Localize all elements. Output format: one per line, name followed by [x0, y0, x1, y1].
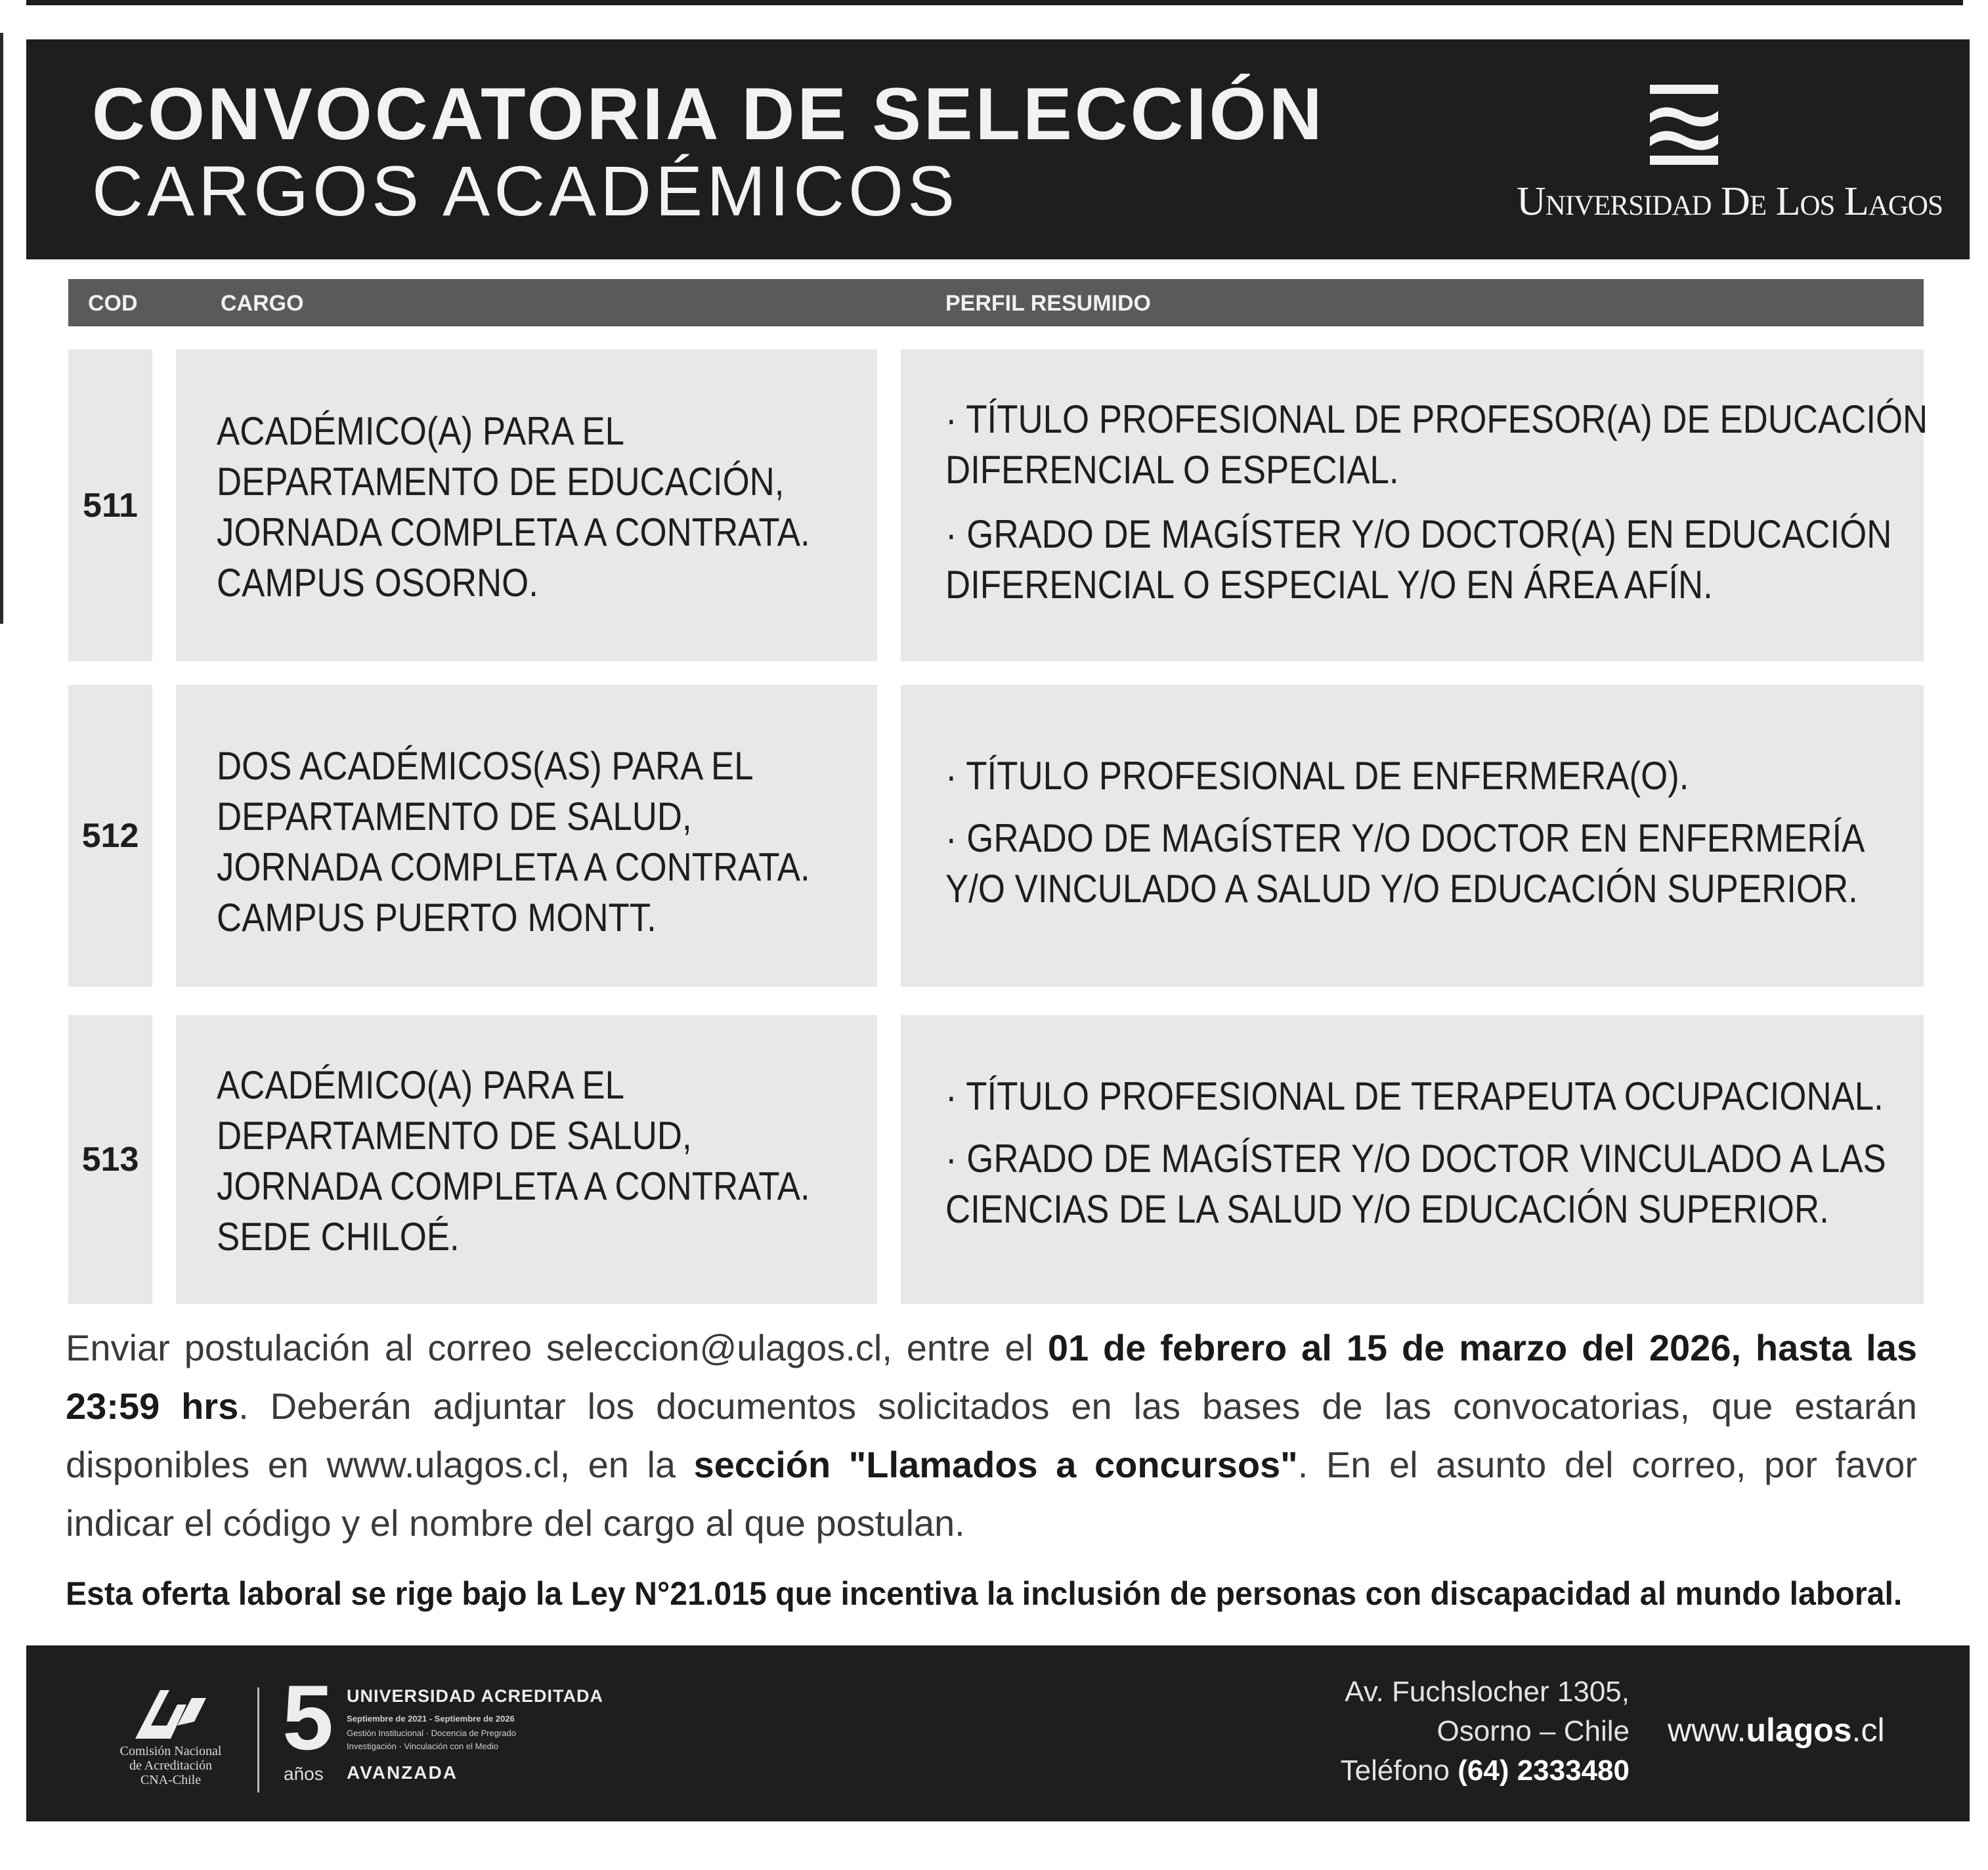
cargo-line: DEPARTAMENTO DE SALUD,	[217, 794, 692, 838]
left-edge-rule	[0, 33, 3, 624]
row-512-perfil	[901, 685, 1924, 987]
footer-divider	[257, 1687, 259, 1793]
col-header-cod: COD	[88, 291, 138, 316]
perfil-line: · TÍTULO PROFESIONAL DE TERAPEUTA OCUPACIONAL.	[945, 1074, 1884, 1118]
cod-value: 511	[83, 486, 138, 525]
cna-line: Comisión Nacional	[119, 1744, 222, 1758]
row-511-cargo	[176, 349, 877, 661]
perfil-bullet	[945, 509, 1891, 610]
cargo-text	[217, 1060, 810, 1262]
cargo-line: CAMPUS OSORNO.	[217, 561, 538, 605]
row-512-cod	[68, 685, 152, 987]
accreditation-areas: Investigación · Vinculación con el Medio	[347, 1741, 499, 1751]
row-513-cargo	[176, 1015, 877, 1304]
title-line-1: CONVOCATORIA DE SELECCIÓN	[92, 73, 1325, 155]
row-513-perfil	[901, 1015, 1924, 1304]
cargo-line: SEDE CHILOÉ.	[217, 1215, 460, 1259]
perfil-line: CIENCIAS DE LA SALUD Y/O EDUCACIÓN SUPERIOR.	[945, 1187, 1829, 1231]
perfil-line: · GRADO DE MAGÍSTER Y/O DOCTOR VINCULADO A LAS	[945, 1137, 1886, 1181]
perfil-line: DIFERENCIAL O ESPECIAL.	[945, 448, 1399, 492]
table-header	[68, 279, 1924, 326]
perfil-line: · TÍTULO PROFESIONAL DE ENFERMERA(O).	[945, 754, 1689, 798]
university-logo-icon	[1645, 82, 1723, 167]
perfil-line: DIFERENCIAL O ESPECIAL Y/O EN ÁREA AFÍN.	[945, 563, 1713, 607]
row-511-perfil	[901, 349, 1928, 661]
col-header-cargo: CARGO	[221, 291, 304, 316]
section-name-text: sección "Llamados a concursos"	[693, 1444, 1298, 1485]
top-rule	[26, 0, 1963, 5]
cna-name	[95, 1744, 246, 1787]
accreditation-title: UNIVERSIDAD ACREDITADA	[347, 1686, 604, 1706]
phone-number: (64) 2333480	[1458, 1754, 1630, 1787]
cargo-line: DEPARTAMENTO DE EDUCACIÓN,	[217, 460, 785, 504]
cna-line: CNA-Chile	[140, 1773, 202, 1787]
instructions-text: . En el asunto del correo, por favor indicar el código y el nombre del cargo al que postulan.	[66, 1444, 1918, 1544]
perfil-line: · GRADO DE MAGÍSTER Y/O DOCTOR(A) EN EDUCACIÓN	[945, 512, 1892, 556]
website-prefix: www.	[1668, 1712, 1746, 1749]
cargo-line: DEPARTAMENTO DE SALUD,	[217, 1114, 692, 1158]
cargo-line: JORNADA COMPLETA A CONTRATA.	[217, 1164, 810, 1208]
perfil-bullet	[945, 1133, 1886, 1234]
accreditation-period: Septiembre de 2021 - Septiembre de 2026	[347, 1714, 515, 1724]
row-511-cod	[68, 349, 152, 661]
accreditation-level: AVANZADA	[347, 1762, 458, 1783]
perfil-line: Y/O VINCULADO A SALUD Y/O EDUCACIÓN SUPERIOR.	[945, 867, 1858, 911]
instructions-text: . Deberán adjuntar los documentos solicitados en las bases de las convocatorias, que estarán disponibles en www.ulagos.cl, en la	[66, 1385, 1917, 1485]
cna-line: de Acreditación	[129, 1758, 213, 1773]
cargo-line: ACADÉMICO(A) PARA EL	[217, 1063, 625, 1107]
col-header-perfil: PERFIL RESUMIDO	[945, 291, 1151, 316]
address-line-2: Osorno – Chile	[1437, 1715, 1630, 1747]
row-512-cargo	[176, 685, 877, 987]
perfil-line: · GRADO DE MAGÍSTER Y/O DOCTOR EN ENFERMERÍA	[945, 816, 1865, 860]
perfil-bullet	[945, 813, 1865, 914]
cod-value: 512	[81, 817, 139, 855]
website-link[interactable]	[1668, 1711, 1885, 1749]
website-domain: ulagos	[1746, 1712, 1852, 1749]
header-banner	[26, 39, 1970, 259]
cargo-text	[217, 406, 810, 608]
title-line-2: CARGOS ACADÉMICOS	[92, 151, 959, 230]
application-instructions	[66, 1318, 1917, 1552]
cargo-line: JORNADA COMPLETA A CONTRATA.	[217, 510, 810, 554]
address-line-1: Av. Fuchslocher 1305,	[1345, 1676, 1630, 1708]
phone-label: Teléfono	[1340, 1754, 1458, 1787]
university-name: Universidad De Los Lagos	[1517, 179, 1943, 224]
instructions-text: Enviar postulación al correo seleccion@ulagos.cl, entre el	[66, 1327, 1048, 1368]
cargo-text	[217, 741, 810, 943]
accreditation-years-label: años	[284, 1764, 324, 1784]
cargo-line: CAMPUS PUERTO MONTT.	[217, 896, 657, 940]
cna-logo-icon	[131, 1685, 210, 1744]
perfil-line: · TÍTULO PROFESIONAL DE PROFESOR(A) DE EDUCACIÓN	[945, 397, 1928, 441]
perfil-bullet	[945, 394, 1928, 495]
cargo-line: DOS ACADÉMICOS(AS) PARA EL	[217, 744, 754, 788]
row-513-cod	[68, 1015, 152, 1304]
law-note: Esta oferta laboral se rige bajo la Ley N°21.015 que incentiva la inclusión de personas con discapacidad al mundo laboral.	[66, 1575, 1903, 1612]
cargo-line: JORNADA COMPLETA A CONTRATA.	[217, 845, 810, 889]
perfil-bullet	[945, 1071, 1884, 1121]
cargo-line: ACADÉMICO(A) PARA EL	[217, 409, 625, 453]
perfil-bullet	[945, 750, 1689, 801]
footer-banner	[26, 1645, 1970, 1821]
deadline-text: 01 de febrero al 15 de marzo del 2026, hasta las 23:59 hrs	[66, 1327, 1917, 1427]
accreditation-areas: Gestión Institucional · Docencia de Pregrado	[347, 1728, 516, 1738]
cod-value: 513	[81, 1141, 139, 1179]
phone-line	[1341, 1754, 1630, 1787]
accreditation-years: 5	[282, 1666, 334, 1769]
website-suffix: .cl	[1851, 1712, 1885, 1749]
